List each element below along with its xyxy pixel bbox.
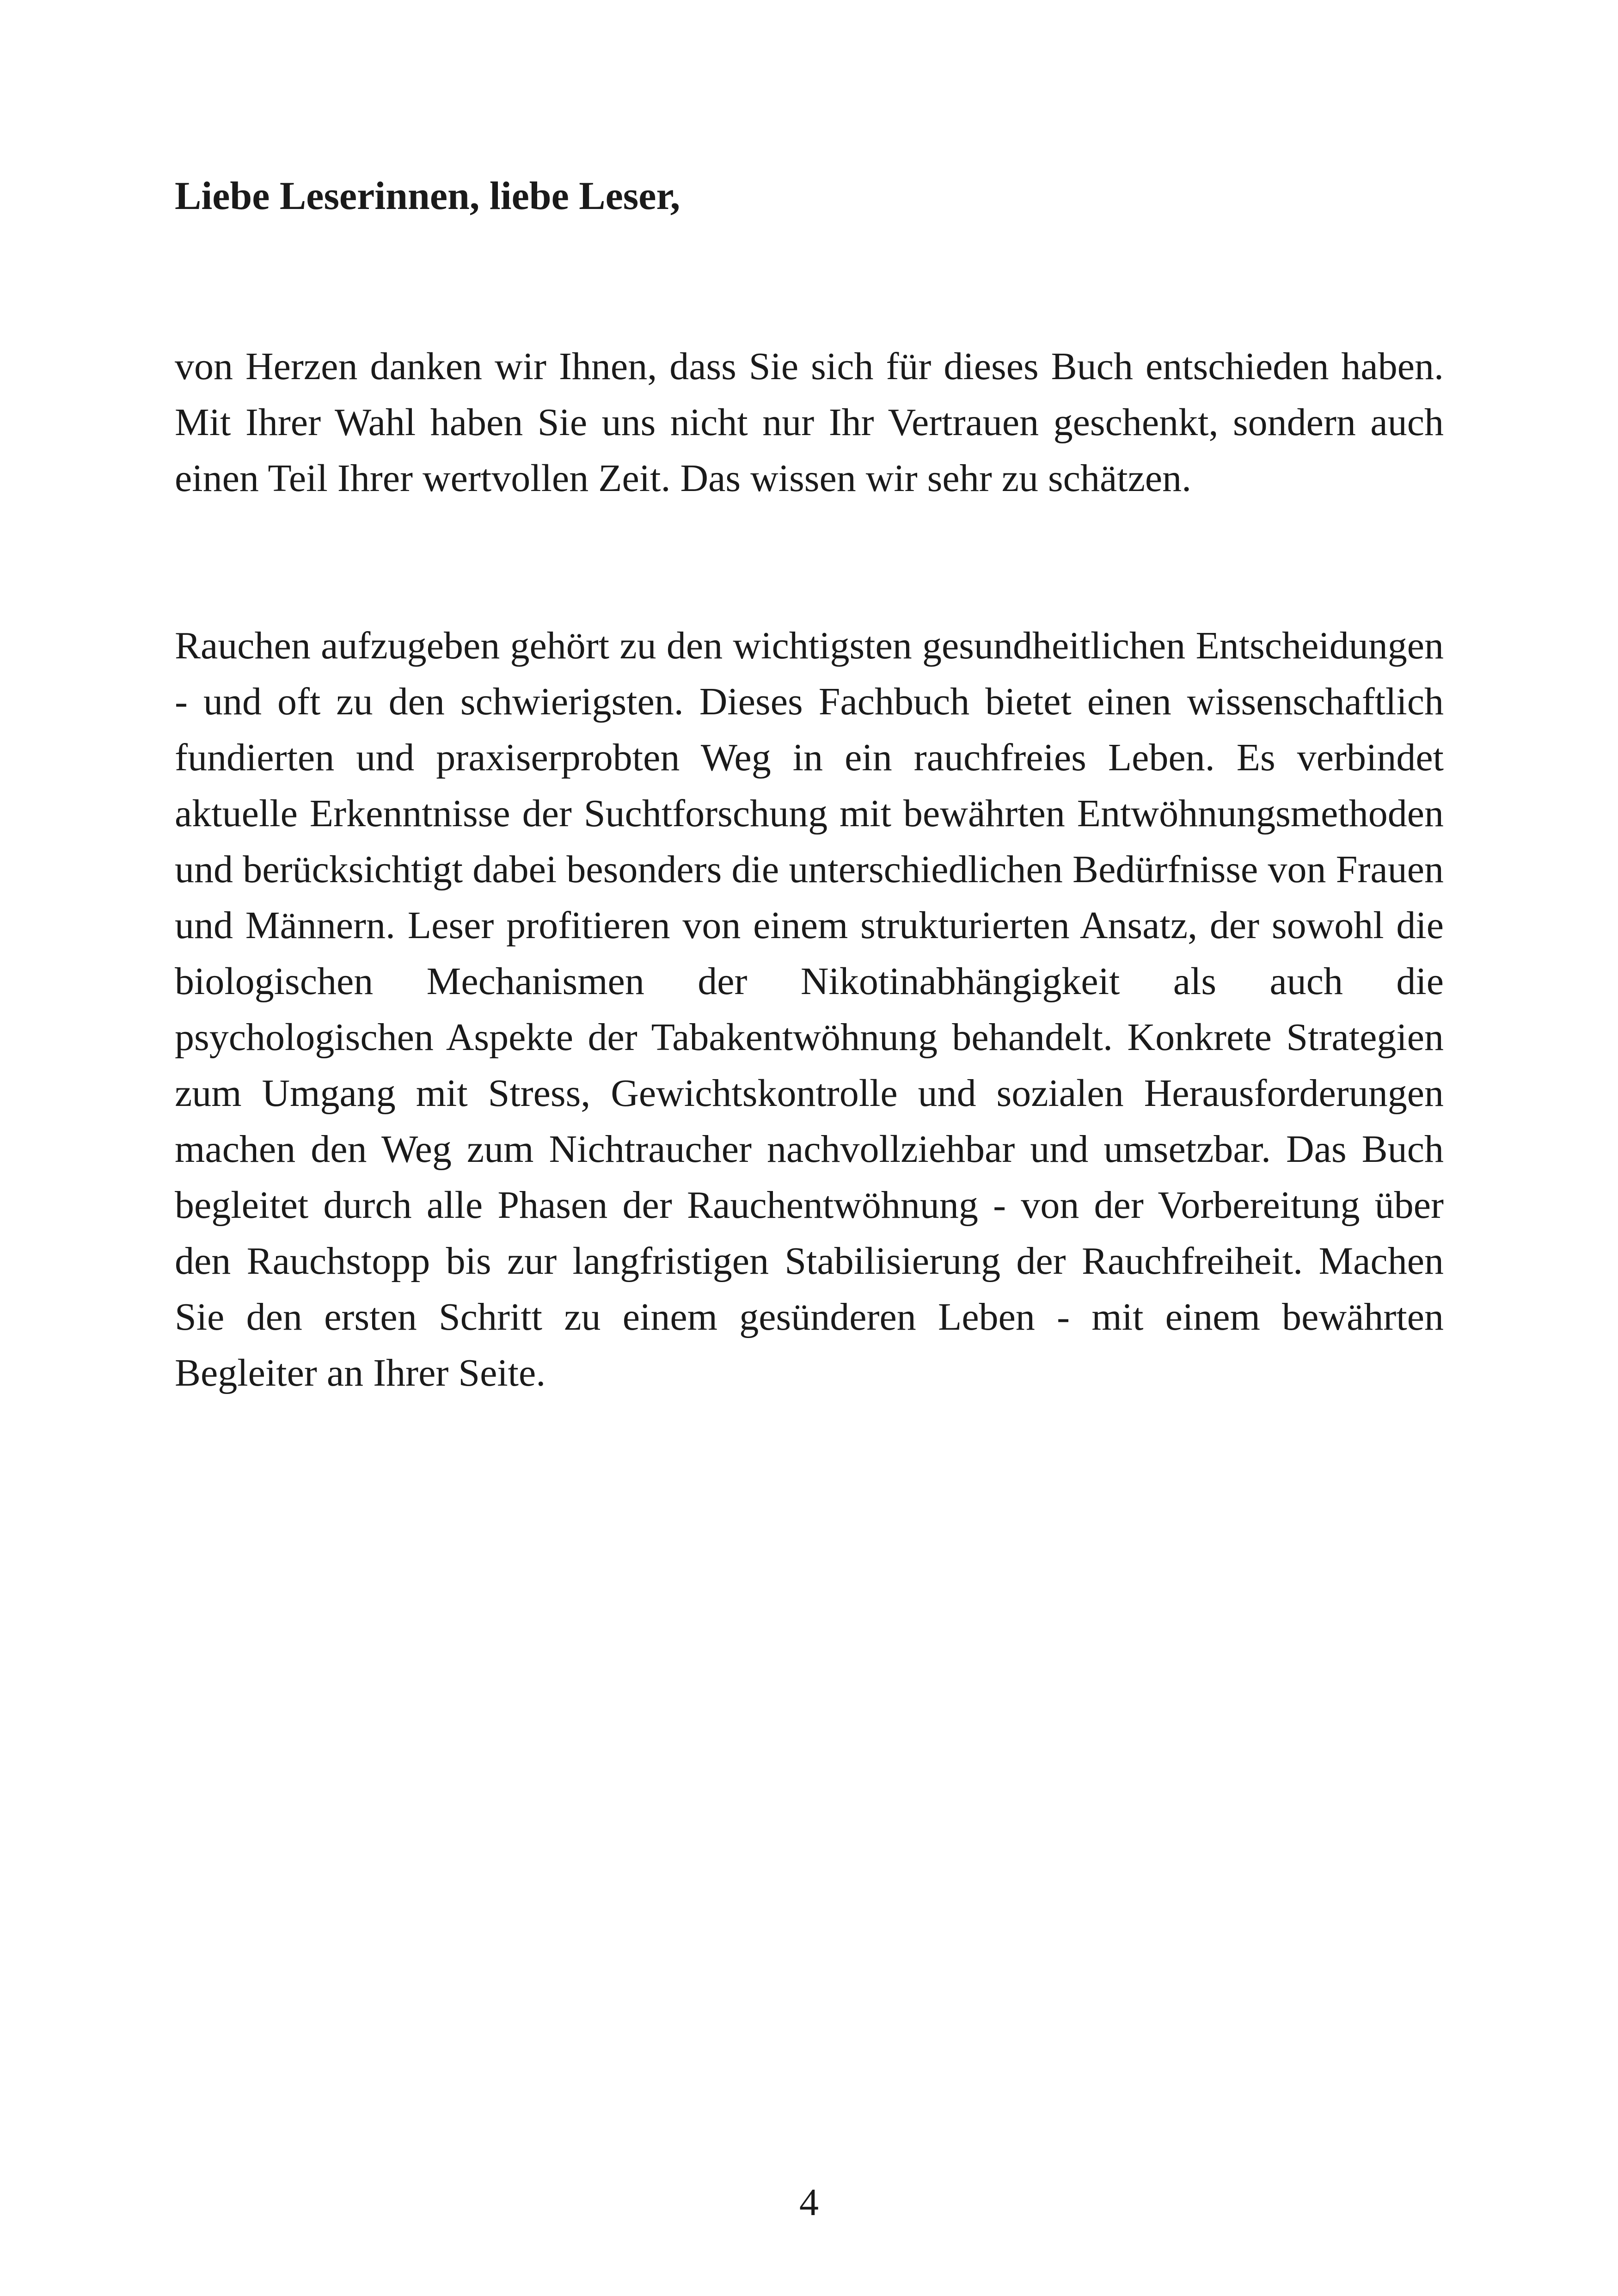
intro-paragraph: von Herzen danken wir Ihnen, dass Sie sich für dieses Buch entschieden haben. Mit Ihrer Wahl haben Sie uns nicht nur Ihr Vertrauen geschenkt, sondern auch einen Teil Ihrer wertvollen Zeit. Das wissen wir sehr zu schätzen. <box>175 345 1444 500</box>
page-number: 4 <box>799 2181 819 2224</box>
salutation-heading: Liebe Leserinnen, liebe Leser, <box>175 173 680 218</box>
description-paragraph: Rauchen aufzugeben gehört zu den wichtigsten gesundheitlichen Entscheidungen - und oft zu den schwierigsten. Dieses Fachbuch bietet einen wissenschaftlich fundierten und praxiserprobten Weg in ein rauchfreies Leben. Es verbindet aktuelle Erkenntnisse der Suchtforschung mit bewährten Entwöhnungsmethoden und berücksichtigt dabei besonders die unterschiedlichen Bedürfnisse von Frauen und Männern. Leser profitieren von einem strukturierten Ansatz, der sowohl die biologischen Mechanismen der Nikotinabhängigkeit als auch die psychologischen Aspekte der Tabakentwöhnung behandelt. Konkrete Strategien zum Umgang mit Stress, Gewichtskontrolle und sozialen Herausforderungen machen den Weg zum Nichtraucher nachvollziehbar und umsetzbar. Das Buch begleitet durch alle Phasen der Rauchentwöhnung - von der Vorbereitung über den Rauchstopp bis zur langfristigen Stabilisierung der Rauchfreiheit. Machen Sie den ersten Schritt zu einem gesünderen Leben - mit einem bewährten Begleiter an Ihrer Seite. <box>175 624 1444 1394</box>
